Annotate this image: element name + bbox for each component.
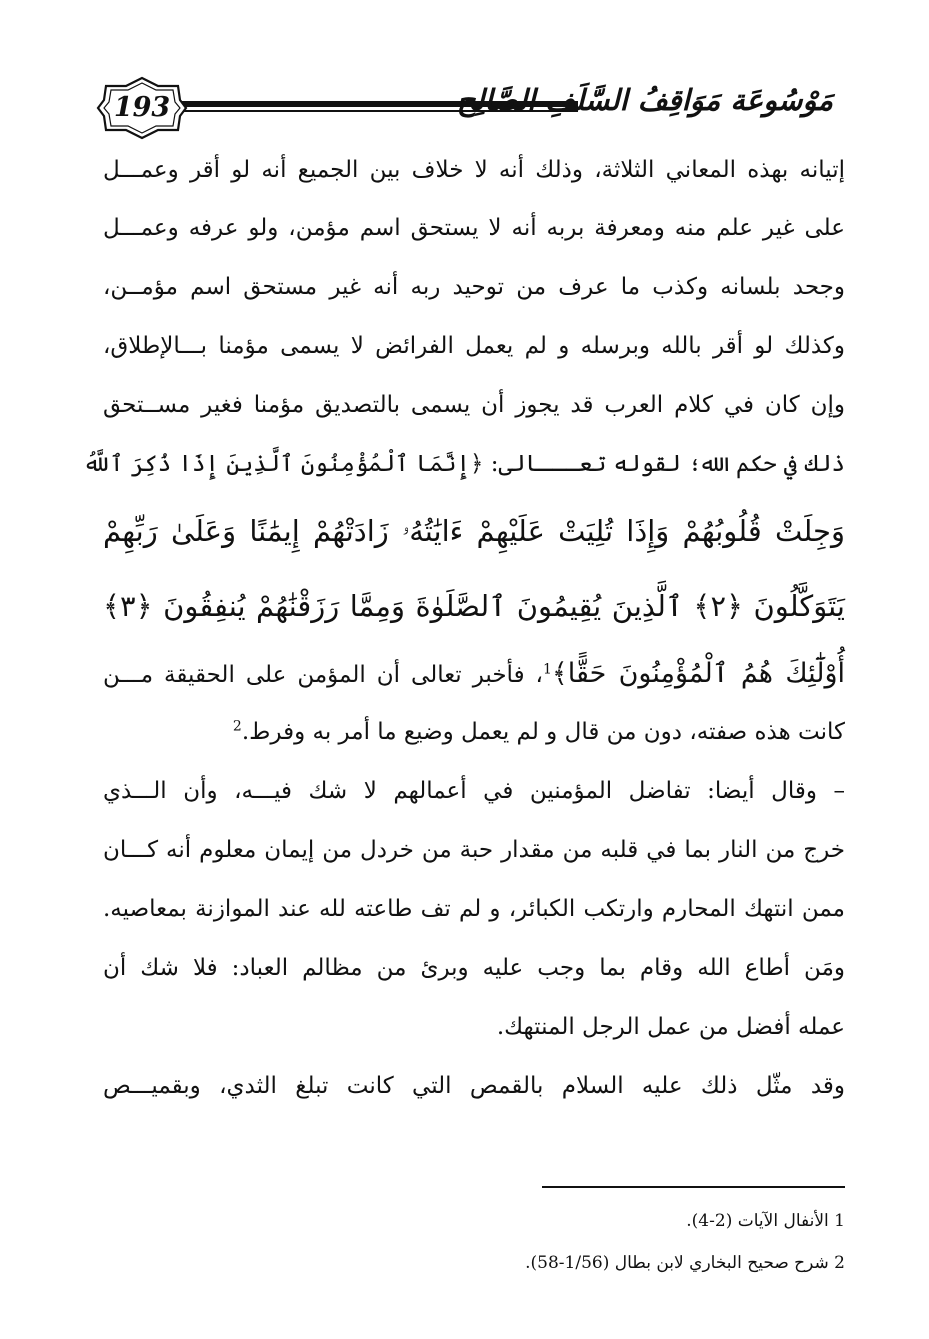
footnote-separator	[542, 1186, 845, 1188]
body-text	[83, 141, 845, 1116]
body-line: ممن انتهك المحارم وارتكب الكبائر، و لم تف طاعته لله عند الموازنة بمعاصيه.	[103, 896, 845, 922]
quran-verse-fragment: أُوْلَٰٓئِكَ هُمُ ٱلْمُؤْمِنُونَ حَقًّا﴾	[551, 658, 845, 689]
body-line: ومَن أطاع الله وقام بما وجب عليه وبرئ من مظالم العباد: فلا شك أن	[103, 955, 845, 981]
body-line: ذلك في حكم الله؛ لقوله تعـــالى: ﴿إِنَّمَا ٱلْمُؤْمِنُونَ ٱلَّذِينَ إِذَا ذُكِرَ ٱللَّهُ	[83, 451, 845, 477]
body-line: خرج من النار بما في قلبه من مقدار حبة من خردل من إيمان معلوم أنه كـــان	[103, 837, 845, 863]
quran-verse-line: يَتَوَكَّلُونَ ﴿٢﴾ ٱلَّذِينَ يُقِيمُونَ ٱلصَّلَوٰةَ وَمِمَّا رَزَقْنَٰهُمْ يُنفِقُونَ ﴿٣﴾	[103, 589, 845, 623]
body-line-mixed	[103, 644, 845, 703]
body-line: – وقال أيضا: تفاضل المؤمنين في أعمالهم لا شك فيـــه، وأن الـــذي	[103, 778, 845, 804]
body-line: وقد مثّل ذلك عليه السلام بالقمص التي كانت تبلغ الثدي، وبقميـــص	[103, 1073, 845, 1099]
footnote: 2 شرح صحيح البخاري لابن بطال (1/56-58).	[525, 1253, 845, 1273]
body-line: على غير علم منه ومعرفة بربه أنه لا يستحق اسم مؤمن، ولو عرفه وعمـــل	[103, 215, 845, 241]
page-number: 193	[113, 92, 171, 123]
body-line	[103, 703, 845, 762]
body-line: وجحد بلسانه وكذب ما عرف من توحيد ربه أنه غير مستحق اسم مؤمــن،	[103, 274, 845, 300]
footnote-ref: 1	[542, 661, 552, 678]
body-line: إتيانه بهذه المعاني الثلاثة، وذلك أنه لا خلاف بين الجميع أنه لو أقر وعمـــل	[103, 157, 845, 183]
footnote-ref: 2	[232, 718, 242, 735]
footnotes	[480, 1200, 845, 1284]
body-line: وإن كان في كلام العرب قد يجوز أن يسمى بالتصديق مؤمنا فغير مســتحق	[103, 392, 845, 418]
body-text-fragment: كانت هذه صفته، دون من قال و لم يعمل وضيع ما أمر به وفرط.	[241, 719, 845, 745]
body-line: عمله أفضل من عمل الرجل المنتهك.	[496, 1014, 845, 1040]
body-line: وكذلك لو أقر بالله وبرسله و لم يعمل الفرائض لا يسمى مؤمنا بـــالإطلاق،	[103, 333, 845, 359]
footnote: 1 الأنفال الآيات (2-4).	[686, 1211, 845, 1231]
body-text-fragment: ، فأخبر تعالى أن المؤمن على الحقيقة مـــن	[103, 662, 543, 688]
quran-verse-line: وَجِلَتْ قُلُوبُهُمْ وَإِذَا تُلِيَتْ عَلَيْهِمْ ءَايَٰتُهُۥ زَادَتْهُمْ إِيمَٰنًا وَعَلَىٰ رَبِّهِمْ	[103, 514, 845, 548]
header-title: مَوْسُوعَة مَوَاقِفُ السَّلَفِ الصَّالِح	[456, 83, 833, 117]
